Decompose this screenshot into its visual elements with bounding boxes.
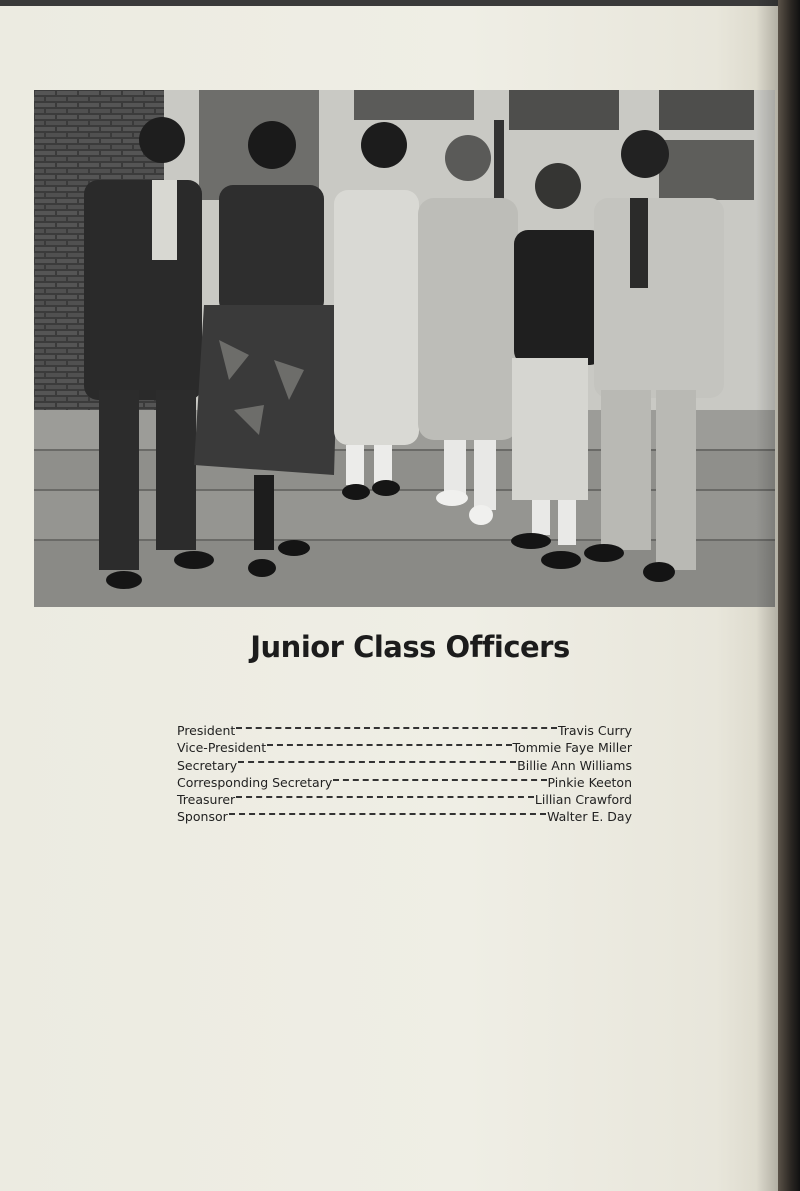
page-title: Junior Class Officers	[250, 630, 570, 664]
book-spine	[778, 0, 800, 1191]
dot-leader	[229, 804, 546, 821]
officer-role: Vice-President	[177, 740, 267, 756]
dot-leader	[236, 787, 534, 804]
officer-name: Travis Curry	[557, 723, 632, 739]
dot-leader	[236, 718, 557, 735]
officer-name: Lillian Crawford	[534, 791, 632, 807]
dot-leader	[238, 752, 516, 769]
officer-name: Tommie Faye Miller	[512, 740, 632, 756]
page-top-edge	[0, 0, 778, 6]
page-gutter-shadow	[756, 0, 778, 1191]
dot-leader	[267, 735, 511, 752]
officer-role: President	[177, 723, 236, 739]
officer-row	[177, 718, 632, 739]
officer-name: Walter E. Day	[547, 809, 632, 825]
group-photo-image	[34, 90, 775, 607]
officer-role: Sponsor	[177, 809, 228, 825]
officer-role: Treasurer	[177, 791, 236, 807]
officer-name: Pinkie Keeton	[547, 774, 632, 790]
officer-role: Corresponding Secretary	[177, 774, 333, 790]
officer-name: Billie Ann Williams	[517, 757, 632, 773]
group-photo	[34, 90, 775, 607]
dot-leader	[333, 770, 546, 787]
officer-role: Secretary	[177, 757, 238, 773]
officers-list	[177, 718, 632, 825]
